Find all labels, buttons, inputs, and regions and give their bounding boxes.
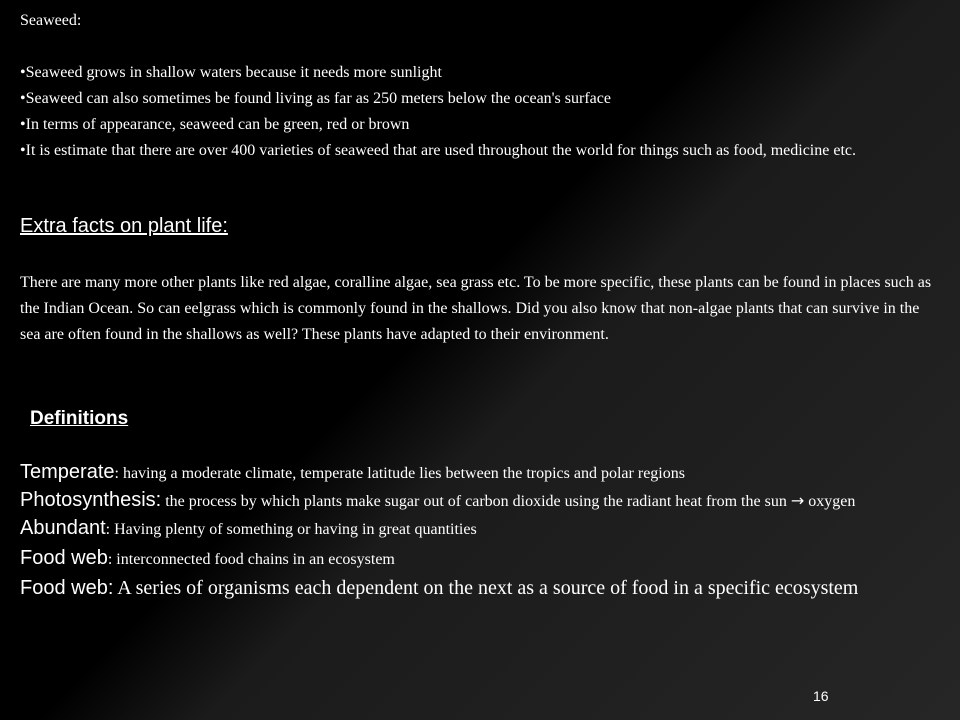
seaweed-bullet: • Seaweed can also sometimes be found living as far as 250 meters below the ocean's surface — [20, 86, 940, 112]
seaweed-bullet: • In terms of appearance, seaweed can be green, red or brown — [20, 112, 940, 138]
definition-description: interconnected food chains in an ecosystem — [116, 551, 395, 568]
definition-item — [20, 574, 940, 604]
definition-separator: : — [114, 465, 123, 482]
extra-facts-heading: Extra facts on plant life: — [20, 215, 228, 237]
definition-term: Photosynthesis: — [20, 489, 162, 511]
definition-item — [20, 488, 940, 514]
definition-description: Having plenty of something or having in great quantities — [114, 521, 477, 538]
seaweed-heading: Seaweed: — [20, 12, 82, 29]
page-number: 16 — [813, 688, 829, 704]
definition-term: Abundant — [20, 517, 106, 539]
seaweed-bullet-list — [20, 60, 940, 164]
definition-description-continued: oxygen — [808, 493, 856, 510]
seaweed-bullet: • It is estimate that there are over 400 varieties of seaweed that are used throughout the world for things such as food, medicine etc. — [20, 138, 940, 164]
definitions-list — [20, 458, 940, 604]
definition-description: A series of organisms each dependent on the next as a source of food in a specific ecosystem — [117, 577, 859, 599]
seaweed-bullet: • Seaweed grows in shallow waters because it needs more sunlight — [20, 60, 940, 86]
arrow-right-icon: → — [790, 491, 805, 510]
definition-item — [20, 544, 940, 574]
definition-term: Food web — [20, 547, 108, 569]
definition-item — [20, 514, 940, 544]
extra-facts-paragraph: There are many more other plants like red algae, coralline algae, sea grass etc. To be more specific, these plants can be found in places such as the Indian Ocean. So can eelgrass which is commonly found in the shallows. Did you also know that non-algae plants that can survive in the sea are often found in the shallows as well? These plants have adapted to their environment. — [20, 274, 932, 343]
definition-description: having a moderate climate, temperate latitude lies between the tropics and polar regions — [122, 465, 685, 482]
definition-separator: : — [105, 521, 115, 538]
definition-description: the process by which plants make sugar out of carbon dioxide using the radiant heat from the sun — [165, 493, 787, 510]
definition-term: Temperate — [20, 461, 115, 483]
definition-item — [20, 458, 940, 488]
definition-term: Food web: — [20, 577, 114, 599]
definition-separator: : — [107, 551, 117, 568]
definitions-heading: Definitions — [30, 408, 129, 429]
seaweed-section — [20, 8, 940, 164]
